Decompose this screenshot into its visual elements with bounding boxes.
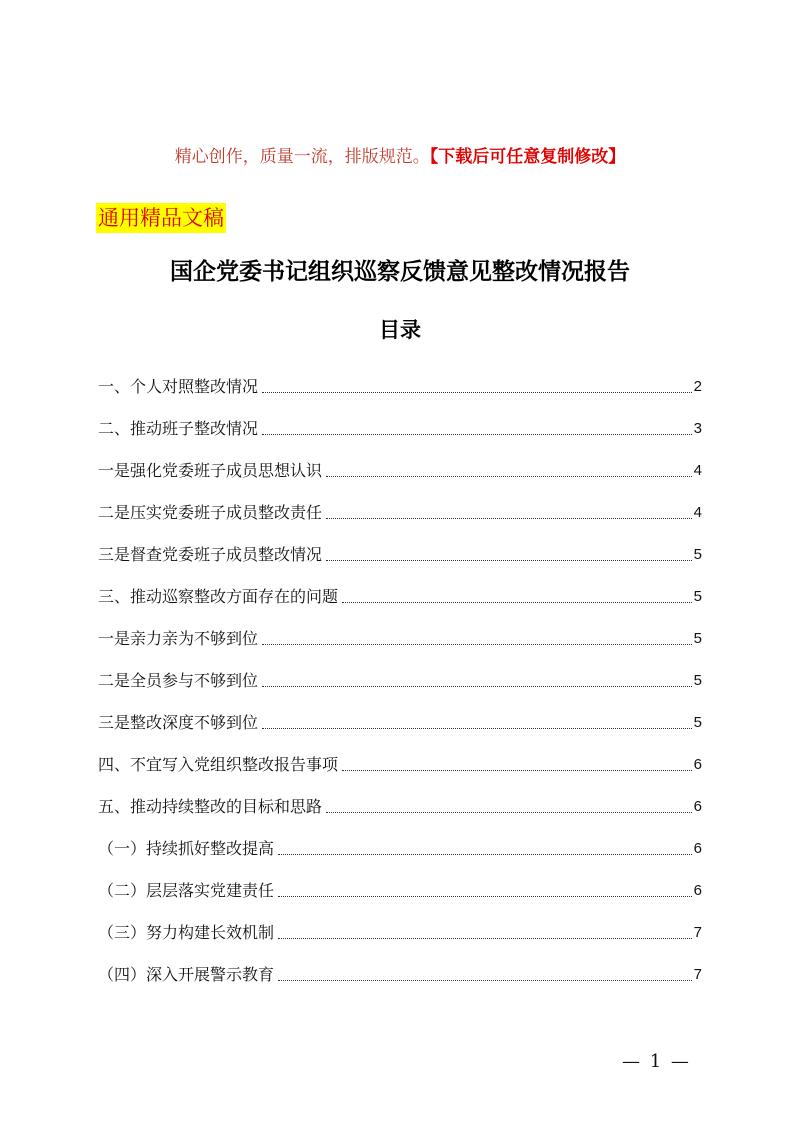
toc-entry-title: 一、个人对照整改情况 bbox=[98, 377, 259, 396]
toc-entry-page: 6 bbox=[693, 882, 702, 899]
banner-download-note: 【下载后可任意复制修改】 bbox=[429, 147, 626, 167]
toc-entry-title: 四、不宜写入党组织整改报告事项 bbox=[98, 755, 339, 774]
dot-leader bbox=[342, 769, 692, 771]
toc-entry-page: 6 bbox=[693, 798, 702, 815]
toc-entry-title: 一是亲力亲为不够到位 bbox=[98, 629, 259, 648]
toc-entry-title: 二是全员参与不够到位 bbox=[98, 671, 259, 690]
highlight-tag: 通用精品文稿 bbox=[96, 203, 226, 233]
dot-leader bbox=[262, 433, 692, 435]
toc-heading: 目录 bbox=[379, 318, 421, 342]
toc-entry-page: 5 bbox=[693, 546, 702, 563]
toc-entry[interactable] bbox=[98, 524, 702, 566]
toc-entry[interactable] bbox=[98, 944, 702, 986]
toc-entry[interactable] bbox=[98, 440, 702, 482]
toc-entry-page: 4 bbox=[693, 462, 702, 479]
toc-entry[interactable] bbox=[98, 398, 702, 440]
document-title: 国企党委书记组织巡察反馈意见整改情况报告 bbox=[170, 258, 630, 285]
toc-entry[interactable] bbox=[98, 692, 702, 734]
banner-text: 精心创作，质量一流，排版规范。 bbox=[174, 147, 430, 167]
dot-leader bbox=[326, 811, 692, 813]
toc-entry-page: 7 bbox=[693, 924, 702, 941]
toc-entry[interactable] bbox=[98, 482, 702, 524]
toc-entry[interactable] bbox=[98, 650, 702, 692]
toc-entry-page: 5 bbox=[693, 714, 702, 731]
toc-entry-title: 三是整改深度不够到位 bbox=[98, 713, 259, 732]
toc-entry[interactable] bbox=[98, 734, 702, 776]
dot-leader bbox=[326, 559, 692, 561]
toc-entry[interactable] bbox=[98, 608, 702, 650]
dot-leader bbox=[262, 685, 692, 687]
toc-entry-title: 三是督查党委班子成员整改情况 bbox=[98, 545, 323, 564]
toc-entry-page: 4 bbox=[693, 504, 702, 521]
toc-entry-page: 5 bbox=[693, 672, 702, 689]
toc-entry[interactable] bbox=[98, 356, 702, 398]
dot-leader bbox=[262, 391, 692, 393]
toc-entry[interactable] bbox=[98, 860, 702, 902]
table-of-contents bbox=[98, 356, 702, 986]
toc-entry-page: 5 bbox=[693, 630, 702, 647]
dot-leader bbox=[262, 643, 692, 645]
toc-entry-page: 5 bbox=[693, 588, 702, 605]
dot-leader bbox=[342, 601, 692, 603]
toc-entry-page: 6 bbox=[693, 840, 702, 857]
toc-entry-title: 一是强化党委班子成员思想认识 bbox=[98, 461, 323, 480]
dot-leader bbox=[326, 517, 692, 519]
download-banner bbox=[0, 146, 800, 168]
toc-entry-title: 二是压实党委班子成员整改责任 bbox=[98, 503, 323, 522]
dot-leader bbox=[278, 853, 692, 855]
toc-entry-page: 3 bbox=[693, 420, 702, 437]
toc-entry-title: （三）努力构建长效机制 bbox=[98, 923, 275, 942]
page-number: — 1 — bbox=[622, 1051, 691, 1072]
toc-entry[interactable] bbox=[98, 776, 702, 818]
toc-entry[interactable] bbox=[98, 566, 702, 608]
toc-entry-page: 6 bbox=[693, 756, 702, 773]
toc-entry-page: 7 bbox=[693, 966, 702, 983]
dot-leader bbox=[278, 937, 692, 939]
toc-entry[interactable] bbox=[98, 902, 702, 944]
toc-entry-title: 二、推动班子整改情况 bbox=[98, 419, 259, 438]
dot-leader bbox=[262, 727, 692, 729]
dot-leader bbox=[326, 475, 692, 477]
toc-entry-title: （二）层层落实党建责任 bbox=[98, 881, 275, 900]
dot-leader bbox=[278, 895, 692, 897]
toc-entry-title: 三、推动巡察整改方面存在的问题 bbox=[98, 587, 339, 606]
dot-leader bbox=[278, 979, 692, 981]
toc-entry-page: 2 bbox=[693, 378, 702, 395]
toc-entry[interactable] bbox=[98, 818, 702, 860]
toc-entry-title: （一）持续抓好整改提高 bbox=[98, 839, 275, 858]
toc-entry-title: （四）深入开展警示教育 bbox=[98, 965, 275, 984]
toc-entry-title: 五、推动持续整改的目标和思路 bbox=[98, 797, 323, 816]
